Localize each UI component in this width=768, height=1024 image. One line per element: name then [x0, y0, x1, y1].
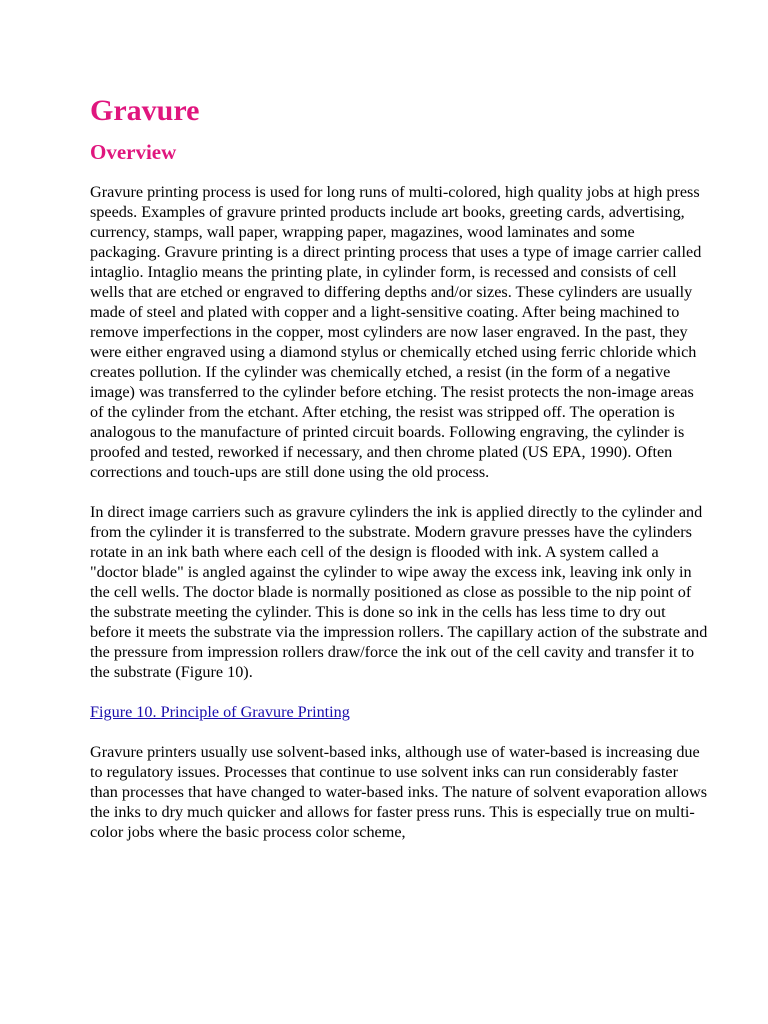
page-title: Gravure [90, 94, 200, 127]
section-heading-overview: Overview [90, 140, 177, 164]
body-paragraph: Gravure printers usually use solvent-based inks, although use of water-based is increasing due to regulatory issues. Processes that continue to use solvent inks can run considerably faster than processes that have changed to water-based inks. The nature of solvent evaporation allows the inks to dry much quicker and allows for faster press runs. This is especially true on multi-color jobs where the basic process color scheme, [90, 743, 707, 841]
body-paragraph: Gravure printing process is used for long runs of multi-colored, high quality jobs at high press speeds. Examples of gravure printed products include art books, greeting cards, advertising, currency, stamps, wall paper, wrapping paper, magazines, wood laminates and some packaging. Gravure printing is a direct printing process that uses a type of image carrier called intaglio. Intaglio means the printing plate, in cylinder form, is recessed and consists of cell wells that are etched or engraved to differing depths and/or sizes. These cylinders are usually made of steel and plated with copper and a light-sensitive coating. After being machined to remove imperfections in the copper, most cylinders are now laser engraved. In the past, they were either engraved using a diamond stylus or chemically etched using ferric chloride which creates pollution. If the cylinder was chemically etched, a resist (in the form of a negative image) was transferred to the cylinder before etching. The resist protects the non-image areas of the cylinder from the etchant. After etching, the resist was stripped off. The operation is analogous to the manufacture of printed circuit boards. Following engraving, the cylinder is proofed and tested, reworked if necessary, and then chrome plated (US EPA, 1990). Often corrections and touch-ups are still done using the old process. [90, 183, 702, 481]
figure-link-line [90, 702, 708, 722]
figure-10-link[interactable]: Figure 10. Principle of Gravure Printing [90, 703, 350, 721]
body-paragraph: In direct image carriers such as gravure cylinders the ink is applied directly to the cylinder and from the cylinder it is transferred to the substrate. Modern gravure presses have the cylinders rotate in an ink bath where each cell of the design is flooded with ink. A system called a "doctor blade" is angled against the cylinder to wipe away the excess ink, leaving ink only in the cell wells. The doctor blade is normally positioned as close as possible to the nip point of the substrate meeting the cylinder. This is done so ink in the cells has less time to dry out before it meets the substrate via the impression rollers. The capillary action of the substrate and the pressure from impression rollers draw/force the ink out of the cell cavity and transfer it to the substrate (Figure 10). [90, 503, 708, 681]
